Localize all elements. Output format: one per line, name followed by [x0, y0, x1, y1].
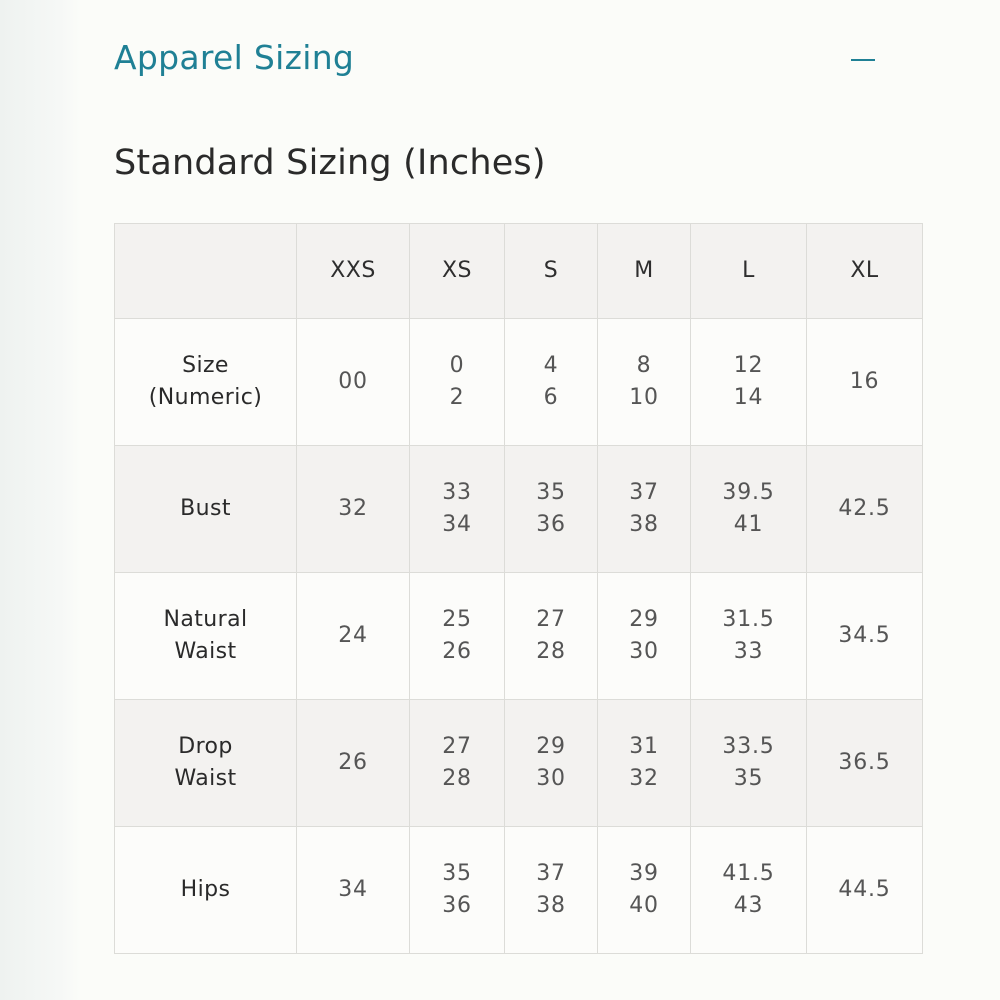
cell-value: 35: [442, 861, 472, 886]
cell-value: 27: [442, 734, 472, 759]
cell-value: 26: [338, 750, 368, 775]
cell-value: 24: [338, 623, 368, 648]
cell-m: [598, 827, 691, 954]
cell-m: [598, 573, 691, 700]
table-row-hips: [115, 827, 923, 954]
cell-value: 33.5: [722, 734, 775, 759]
cell-value: 41: [733, 512, 764, 537]
cell-value: 37: [629, 480, 659, 505]
table-row-drop-waist: [115, 700, 923, 827]
cell-value: 38: [536, 893, 566, 918]
cell-value: 32: [629, 766, 659, 791]
cell-xxs: [297, 827, 410, 954]
cell-l: [691, 700, 807, 827]
table-title: Standard Sizing (Inches): [114, 143, 546, 183]
row-label-text: Natural: [163, 607, 248, 632]
cell-value: 25: [442, 607, 472, 632]
accordion-header[interactable]: [114, 38, 894, 86]
cell-xxs: [297, 573, 410, 700]
row-label-text: Waist: [174, 766, 237, 791]
cell-value: 40: [629, 893, 659, 918]
cell-value: 36.5: [838, 750, 891, 775]
cell-value: 12: [733, 353, 764, 378]
row-label-text: Size: [182, 353, 229, 378]
cell-value: 35: [733, 766, 764, 791]
row-label-text: Bust: [180, 496, 231, 521]
cell-l: [691, 573, 807, 700]
cell-value: 8: [636, 353, 652, 378]
cell-value: 00: [338, 369, 368, 394]
cell-value: 4: [543, 353, 559, 378]
row-label-text: Waist: [174, 639, 237, 664]
cell-s: [505, 827, 598, 954]
cell-value: 26: [442, 639, 472, 664]
cell-s: [505, 319, 598, 446]
cell-s: [505, 573, 598, 700]
cell-value: 34: [442, 512, 472, 537]
cell-value: 42.5: [838, 496, 891, 521]
section-title[interactable]: Apparel Sizing: [114, 38, 355, 77]
cell-value: 35: [536, 480, 566, 505]
cell-value: 30: [536, 766, 566, 791]
cell-xxs: [297, 319, 410, 446]
cell-l: [691, 446, 807, 573]
column-header-s: S: [505, 224, 598, 319]
cell-value: 10: [629, 385, 659, 410]
table-row-natural-waist: [115, 573, 923, 700]
column-header-xl: XL: [807, 224, 923, 319]
cell-value: 33: [733, 639, 764, 664]
cell-value: 6: [543, 385, 559, 410]
minus-icon: [851, 59, 875, 61]
table-row-size-numeric: [115, 319, 923, 446]
cell-value: 41.5: [722, 861, 775, 886]
cell-value: 37: [536, 861, 566, 886]
cell-xs: [410, 700, 505, 827]
cell-xl: [807, 446, 923, 573]
cell-s: [505, 446, 598, 573]
header-corner-cell: [115, 224, 297, 319]
collapse-button[interactable]: [848, 44, 878, 74]
cell-value: 39: [629, 861, 659, 886]
cell-value: 14: [733, 385, 764, 410]
cell-value: 28: [442, 766, 472, 791]
cell-value: 43: [733, 893, 764, 918]
cell-l: [691, 319, 807, 446]
cell-value: 44.5: [838, 877, 891, 902]
row-label-cell: [115, 573, 297, 700]
cell-value: 27: [536, 607, 566, 632]
cell-value: 0: [449, 353, 465, 378]
row-label-text: (Numeric): [148, 385, 263, 410]
size-table: [114, 223, 923, 954]
column-header-m: M: [598, 224, 691, 319]
cell-value: 29: [629, 607, 659, 632]
cell-value: 34.5: [838, 623, 891, 648]
cell-xxs: [297, 700, 410, 827]
cell-value: 32: [338, 496, 368, 521]
row-label-text: Hips: [180, 877, 231, 902]
row-label-cell: [115, 700, 297, 827]
cell-xxs: [297, 446, 410, 573]
row-label-cell: [115, 446, 297, 573]
cell-m: [598, 319, 691, 446]
cell-value: 31: [629, 734, 659, 759]
column-header-l: L: [691, 224, 807, 319]
header-row: [115, 224, 923, 319]
cell-value: 31.5: [722, 607, 775, 632]
row-label-text: Drop: [178, 734, 233, 759]
cell-value: 38: [629, 512, 659, 537]
cell-xl: [807, 827, 923, 954]
cell-xs: [410, 446, 505, 573]
row-label-cell: [115, 827, 297, 954]
row-label-cell: [115, 319, 297, 446]
cell-xs: [410, 573, 505, 700]
table-row-bust: [115, 446, 923, 573]
cell-value: 36: [536, 512, 566, 537]
cell-value: 2: [449, 385, 465, 410]
cell-value: 28: [536, 639, 566, 664]
column-header-xxs: XXS: [297, 224, 410, 319]
cell-value: 16: [849, 369, 880, 394]
cell-value: 39.5: [722, 480, 775, 505]
cell-xl: [807, 700, 923, 827]
cell-m: [598, 446, 691, 573]
cell-xl: [807, 573, 923, 700]
column-header-xs: XS: [410, 224, 505, 319]
cell-value: 34: [338, 877, 368, 902]
cell-xs: [410, 319, 505, 446]
cell-value: 33: [442, 480, 472, 505]
cell-s: [505, 700, 598, 827]
cell-xs: [410, 827, 505, 954]
cell-value: 36: [442, 893, 472, 918]
cell-m: [598, 700, 691, 827]
cell-l: [691, 827, 807, 954]
cell-xl: [807, 319, 923, 446]
cell-value: 29: [536, 734, 566, 759]
cell-value: 30: [629, 639, 659, 664]
